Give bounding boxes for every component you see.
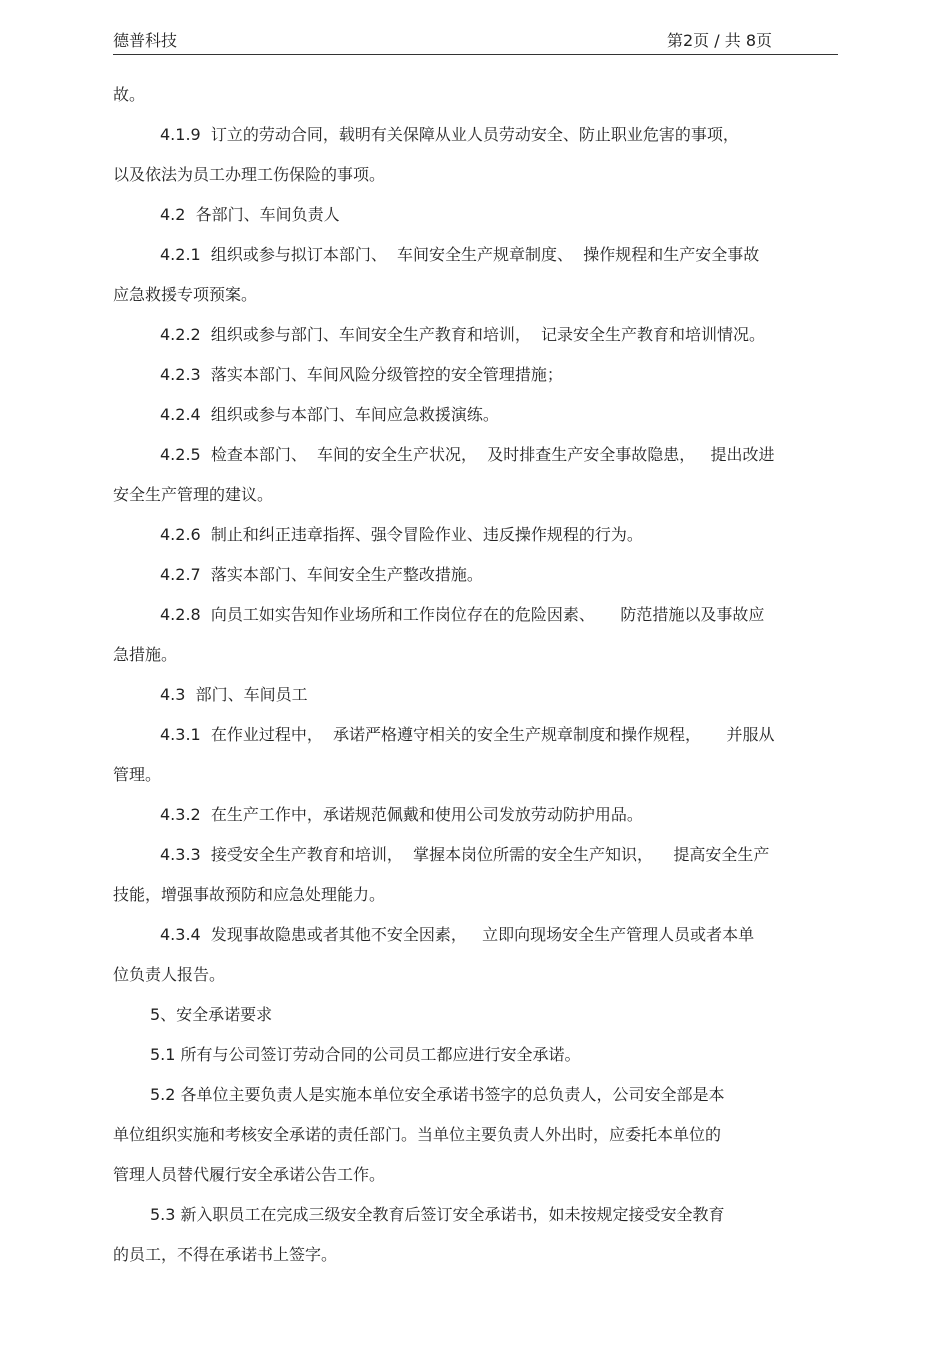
text-line: 5.3 新入职员工在完成三级安全教育后签订安全承诺书，如未按规定接受安全教育 (150, 1205, 725, 1224)
section-heading: 4.2 各部门、车间负责人 (160, 205, 340, 224)
text-line: 5.2 各单位主要负责人是实施本单位安全承诺书签字的总负责人，公司安全部是本 (150, 1085, 725, 1104)
text-line: 管理人员替代履行安全承诺公告工作。 (113, 1165, 386, 1184)
text-line: 4.2.3 落实本部门、车间风险分级管控的安全管理措施； (160, 365, 563, 384)
text-line: 4.2.5 检查本部门、 车间的安全生产状况， 及时排查生产安全事故隐患， 提出改进 (160, 445, 775, 464)
text-line: 4.1.9 订立的劳动合同，载明有关保障从业人员劳动安全、防止职业危害的事项， (160, 125, 739, 144)
text-line: 的员工，不得在承诺书上签字。 (113, 1245, 338, 1264)
text-line: 位负责人报告。 (113, 965, 226, 984)
text-line: 急措施。 (113, 645, 178, 664)
text-line: 4.3.4 发现事故隐患或者其他不安全因素， 立即向现场安全生产管理人员或者本单 (160, 925, 755, 944)
text-line: 4.3.3 接受安全生产教育和培训， 掌握本岗位所需的安全生产知识， 提高安全生产 (160, 845, 770, 864)
header-divider (113, 54, 838, 55)
text-line: 以及依法为员工办理工伤保险的事项。 (113, 165, 386, 184)
page-number: 第2页 / 共 8页 (667, 31, 773, 50)
text-line: 4.2.4 组织或参与本部门、车间应急救援演练。 (160, 405, 499, 424)
text-line: 5.1 所有与公司签订劳动合同的公司员工都应进行安全承诺。 (150, 1045, 581, 1064)
text-line: 4.2.8 向员工如实告知作业场所和工作岗位存在的危险因素、 防范措施以及事故应 (160, 605, 765, 624)
text-line: 4.2.1 组织或参与拟订本部门、 车间安全生产规章制度、 操作规程和生产安全事故 (160, 245, 760, 264)
text-line: 4.2.2 组织或参与部门、车间安全生产教育和培训， 记录安全生产教育和培训情况。 (160, 325, 766, 344)
text-line: 单位组织实施和考核安全承诺的责任部门。当单位主要负责人外出时，应委托本单位的 (113, 1125, 722, 1144)
text-line: 故。 (113, 85, 146, 104)
text-line: 4.2.6 制止和纠正违章指挥、强令冒险作业、违反操作规程的行为。 (160, 525, 643, 544)
section-heading: 4.3 部门、车间员工 (160, 685, 308, 704)
company-name: 德普科技 (113, 31, 178, 50)
text-line: 4.3.1 在作业过程中， 承诺严格遵守相关的安全生产规章制度和操作规程， 并服从 (160, 725, 775, 744)
text-line: 管理。 (113, 765, 162, 784)
text-line: 4.2.7 落实本部门、车间安全生产整改措施。 (160, 565, 483, 584)
text-line: 技能，增强事故预防和应急处理能力。 (113, 885, 386, 904)
section-heading: 5、安全承诺要求 (150, 1005, 273, 1024)
text-line: 安全生产管理的建议。 (113, 485, 274, 504)
text-line: 4.3.2 在生产工作中，承诺规范佩戴和使用公司发放劳动防护用品。 (160, 805, 643, 824)
text-line: 应急救援专项预案。 (113, 285, 258, 304)
